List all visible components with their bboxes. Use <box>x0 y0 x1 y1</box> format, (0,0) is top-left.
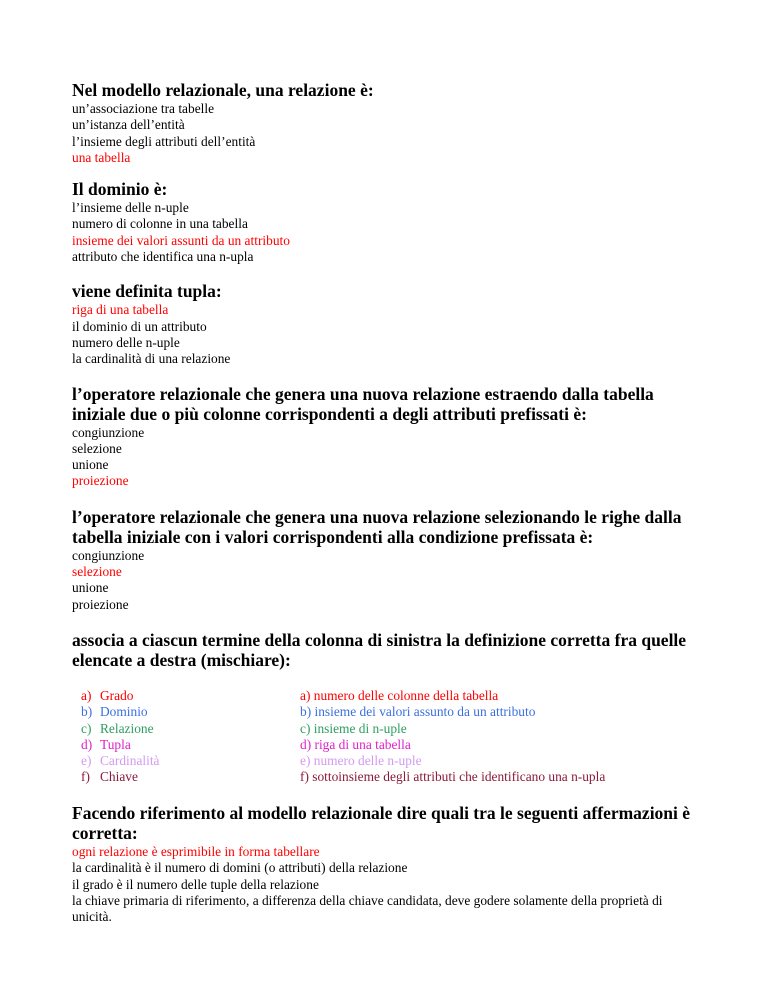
answer-option: attributo che identifica una n-upla <box>72 249 254 265</box>
term-item <box>72 769 160 785</box>
final-question <box>72 803 702 925</box>
answer-list <box>72 200 702 265</box>
term-item <box>72 704 160 720</box>
term-item <box>72 753 160 769</box>
answer-option: numero di colonne in una tabella <box>72 216 248 232</box>
definition-item: c) insieme di n-uple <box>300 720 407 736</box>
question-5 <box>72 507 702 613</box>
term-label: Grado <box>100 687 134 703</box>
answer-option: selezione <box>72 440 122 456</box>
definition-item: e) numero delle n-uple <box>300 753 422 769</box>
answer-option: ogni relazione è esprimibile in forma tabellare <box>72 843 320 859</box>
answer-list <box>72 548 702 613</box>
answer-option: unione <box>72 580 109 596</box>
term-item <box>72 737 160 753</box>
question-title: viene definita tupla: <box>72 281 222 302</box>
answer-option: numero delle n-uple <box>72 334 180 350</box>
answer-option: insieme dei valori assunti da un attributo <box>72 232 290 248</box>
answer-list <box>72 425 702 490</box>
question-title: Facendo riferimento al modello relazionale dire quali tra le seguenti affermazioni è corretta: <box>72 802 691 843</box>
term-letter: d) <box>81 736 93 752</box>
answer-option: la chiave primaria di riferimento, a differenza della chiave candidata, deve godere solamente della proprietà di unicità. <box>72 892 663 925</box>
question-title: l’operatore relazionale che genera una nuova relazione estraendo dalla tabella iniziale due o più colonne corrispondenti a degli attributi prefissati è: <box>72 383 654 424</box>
term-item <box>72 721 160 737</box>
question-title: Nel modello relazionale, una relazione è: <box>72 80 374 100</box>
matching-question <box>72 630 702 788</box>
question-title: l’operatore relazionale che genera una nuova relazione selezionando le righe dalla tabella iniziale con i valori corrispondenti alla condizione prefissata è: <box>72 506 682 547</box>
answer-option: congiunzione <box>72 547 145 563</box>
term-letter: b) <box>81 704 93 720</box>
definition-item: d) riga di una tabella <box>300 736 411 752</box>
question-2 <box>72 179 702 265</box>
term-item <box>72 688 160 704</box>
answer-list <box>72 844 702 925</box>
answer-option: proiezione <box>72 596 129 612</box>
answer-option: una tabella <box>72 149 131 165</box>
answer-list <box>72 302 702 367</box>
definition-item: a) numero delle colonne della tabella <box>300 687 499 703</box>
terms-column <box>72 688 160 786</box>
answer-list <box>72 101 702 166</box>
term-label: Chiave <box>100 769 138 785</box>
answer-option: proiezione <box>72 473 129 489</box>
term-letter: e) <box>81 753 92 769</box>
matching-columns <box>72 688 702 788</box>
definition-item: b) insieme dei valori assunto da un attributo <box>300 704 536 720</box>
term-label: Tupla <box>100 736 131 752</box>
answer-option: la cardinalità è il numero di domini (o attributi) della relazione <box>72 860 408 876</box>
answer-option: l’insieme degli attributi dell’entità <box>72 133 256 149</box>
term-label: Cardinalità <box>100 753 160 769</box>
answer-option: l’insieme delle n-uple <box>72 200 189 216</box>
answer-option: il grado è il numero delle tuple della relazione <box>72 876 319 892</box>
question-3 <box>72 281 702 367</box>
answer-option: un’associazione tra tabelle <box>72 101 215 116</box>
question-1 <box>72 80 702 166</box>
term-letter: c) <box>81 720 92 736</box>
question-title: associa a ciascun termine della colonna di sinistra la definizione corretta fra quelle elencate a destra (mischiare): <box>72 629 687 670</box>
question-4 <box>72 384 702 490</box>
answer-option: congiunzione <box>72 424 145 440</box>
term-letter: f) <box>81 769 90 785</box>
answer-option: un’istanza dell’entità <box>72 117 185 133</box>
definition-item: f) sottoinsieme degli attributi che identificano una n-upla <box>300 769 606 785</box>
answer-option: selezione <box>72 564 122 580</box>
answer-option: riga di una tabella <box>72 302 169 318</box>
answer-option: il dominio di un attributo <box>72 318 207 334</box>
question-title: Il dominio è: <box>72 179 168 200</box>
term-label: Relazione <box>100 720 154 736</box>
answer-option: unione <box>72 457 109 473</box>
term-letter: a) <box>81 687 92 703</box>
definitions-column <box>300 688 605 786</box>
document-page <box>72 80 702 925</box>
term-label: Dominio <box>100 704 148 720</box>
answer-option: la cardinalità di una relazione <box>72 351 231 367</box>
